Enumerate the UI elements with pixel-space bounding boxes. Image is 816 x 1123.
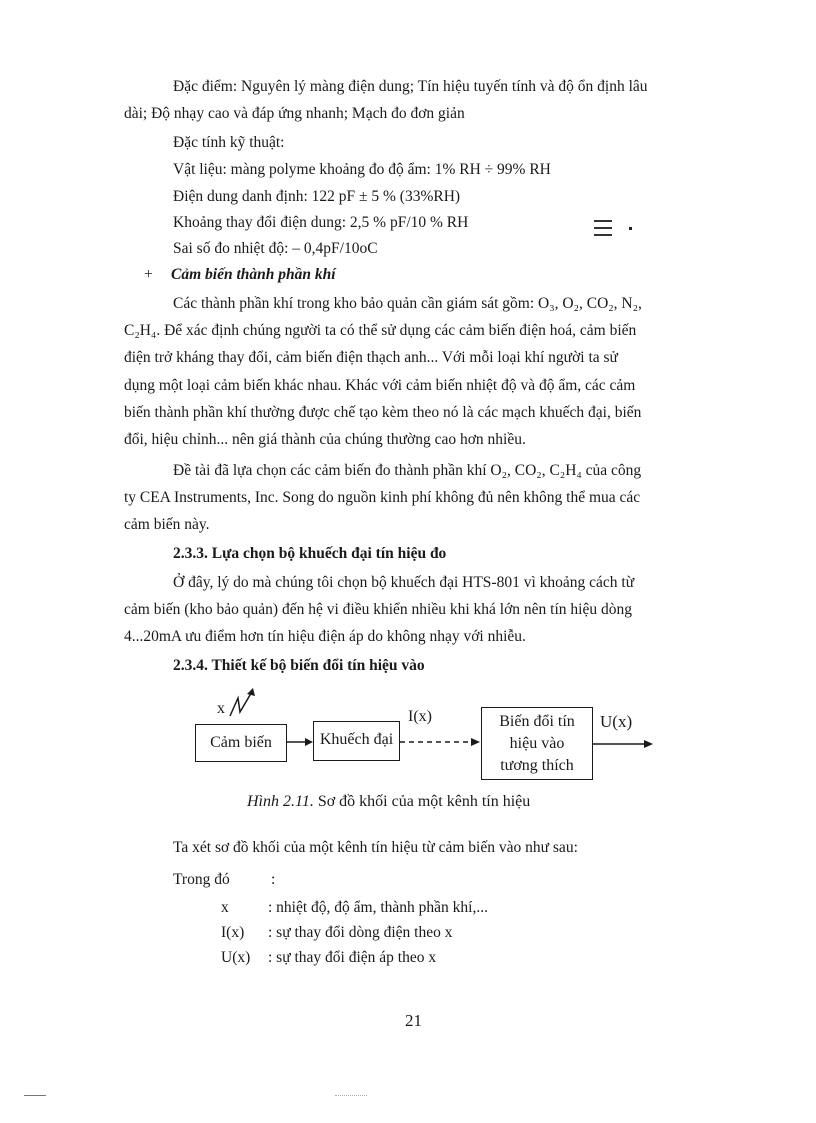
topic-para-line2: ty CEA Instruments, Inc. Song do nguồn kinh phí không đủ nên không thể mua các bbox=[124, 489, 641, 506]
spec-capacitance: Điện dung danh định: 122 pF ± 5 % (33%RH) bbox=[173, 188, 461, 205]
spec-title: Đặc tính kỹ thuật: bbox=[173, 134, 285, 151]
box-sensor bbox=[195, 724, 287, 762]
gas-para-line4: dụng một loại cảm biến khác nhau. Khác với cảm biến nhiệt độ và độ ẩm, các cảm bbox=[124, 377, 636, 394]
where-label: Trong đó bbox=[173, 871, 230, 888]
diagram-intro: Ta xét sơ đồ khối của một kênh tín hiệu từ cảm biến vào như sau: bbox=[173, 839, 578, 856]
arrow-amp-to-converter-head bbox=[471, 738, 480, 746]
arrow-output-head bbox=[644, 740, 653, 748]
heading-2-3-4: 2.3.4. Thiết kế bộ biến đổi tín hiệu vào bbox=[173, 657, 425, 674]
spec-material: Vật liệu: màng polyme khoảng đo độ ẩm: 1% RH ÷ 99% RH bbox=[173, 161, 551, 178]
def-symbol: x bbox=[221, 899, 229, 916]
figure-caption-text: Sơ đồ khối của một kênh tín hiệu bbox=[313, 793, 531, 810]
box-converter-line1: Biến đổi tín bbox=[499, 713, 575, 730]
gas-para-line1: Các thành phần khí trong kho bảo quản cần giám sát gồm: O₃, O₂, CO₂, N₂, bbox=[173, 295, 642, 312]
gas-para-line5: biến thành phần khí thường được chế tạo kèm theo nó là các mạch khuếch đại, biến bbox=[124, 404, 642, 421]
amp-para-line3: 4...20mA ưu điểm hơn tín hiệu điện áp do không nhạy với nhiễu. bbox=[124, 628, 526, 645]
gas-para-line6: đổi, hiệu chỉnh... nên giá thành của chúng thường cao hơn nhiều. bbox=[124, 431, 526, 448]
def-description: : sự thay đổi dòng điện theo x bbox=[268, 924, 453, 941]
box-converter-line3: tương thích bbox=[500, 757, 574, 774]
arrow-sensor-to-amp-head bbox=[305, 738, 313, 746]
page-number: 21 bbox=[405, 1011, 422, 1030]
scan-artifact-mark bbox=[594, 217, 616, 239]
where-colon: : bbox=[271, 871, 276, 888]
amp-para-line2: cảm biến (kho bảo quản) đến hệ vi điều khiển nhiều khi khá lớn nên tín hiệu dòng bbox=[124, 601, 632, 618]
sensor-arrowhead-icon bbox=[247, 688, 255, 696]
gas-para-line3: điện trở kháng thay đổi, cảm biến điện thạch anh... Với mỗi loại khí người ta sử bbox=[124, 349, 618, 366]
def-description: : nhiệt độ, độ ẩm, thành phần khí,... bbox=[268, 899, 488, 916]
amp-para-line1: Ở đây, lý do mà chúng tôi chọn bộ khuếch đại HTS-801 vì khoảng cách từ bbox=[173, 574, 635, 591]
spec-capacitance-range: Khoảng thay đổi điện dung: 2,5 % pF/10 % RH bbox=[173, 214, 469, 231]
section-gas-sensor: Cảm biến thành phần khí bbox=[171, 266, 336, 283]
heading-2-3-3: 2.3.3. Lựa chọn bộ khuếch đại tín hiệu đo bbox=[173, 545, 447, 562]
box-amplifier bbox=[313, 721, 400, 761]
output-label: U(x) bbox=[600, 712, 633, 731]
box-converter bbox=[481, 707, 593, 780]
scan-edge-mark bbox=[24, 1095, 46, 1096]
bullet-mark: + bbox=[144, 266, 153, 283]
current-label: I(x) bbox=[408, 708, 432, 725]
topic-para-line3: cảm biến này. bbox=[124, 516, 210, 533]
figure-caption-number: Hình 2.11. bbox=[247, 793, 314, 810]
para-feature-line1: Đặc điểm: Nguyên lý màng điện dung; Tín hiệu tuyến tính và độ ổn định lâu bbox=[173, 78, 648, 95]
gas-para-line2: C₂H₄. Để xác định chúng người ta có thể sử dụng các cảm biến điện hoá, cảm biến bbox=[124, 322, 637, 339]
sensor-symbol-icon bbox=[230, 690, 253, 716]
def-symbol: U(x) bbox=[221, 949, 251, 966]
para-feature-line2: dài; Độ nhạy cao và đáp ứng nhanh; Mạch đo đơn giản bbox=[124, 105, 465, 122]
box-amplifier-label: Khuếch đại bbox=[319, 731, 394, 748]
figure-caption bbox=[247, 792, 530, 812]
def-description: : sự thay đổi điện áp theo x bbox=[268, 949, 437, 966]
def-symbol: I(x) bbox=[221, 924, 245, 941]
box-converter-line2: hiệu vào bbox=[509, 735, 565, 752]
topic-para-line1: Đề tài đã lựa chọn các cảm biến đo thành phần khí O₂, CO₂, C₂H₄ của công bbox=[173, 462, 642, 479]
diagram-input-label: x bbox=[217, 700, 225, 717]
spec-temp-error: Sai số đo nhiệt độ: – 0,4pF/10oC bbox=[173, 240, 378, 257]
box-sensor-label: Cảm biến bbox=[210, 734, 272, 751]
scan-edge-mark bbox=[335, 1095, 367, 1097]
